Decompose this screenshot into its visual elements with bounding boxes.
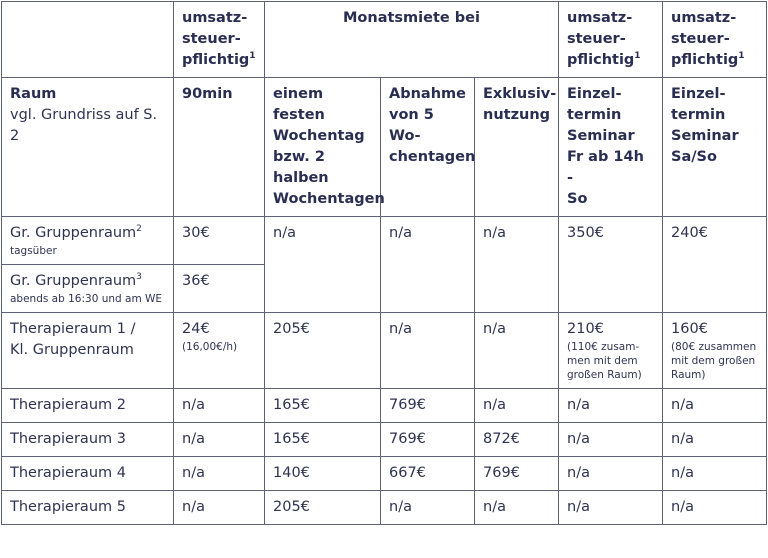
price-fixed-day: 165€ — [265, 423, 381, 457]
price-table — [1, 1, 767, 525]
header-row-1 — [2, 2, 767, 78]
header-room: Raum vgl. Grundriss auf S. 2 — [2, 78, 174, 217]
price-single-sa: 240€ — [663, 217, 767, 313]
price-single-sa: 160€ (80€ zusammen mit dem großen Raum) — [663, 313, 767, 389]
table-row-gr1 — [2, 217, 767, 265]
price-5-days: 667€ — [381, 457, 475, 491]
price-90min: n/a — [174, 389, 265, 423]
header-fixed-day: einem festen Wochentag bzw. 2 halben Wochentagen — [265, 78, 381, 217]
table-row-t5 — [2, 491, 767, 525]
header-single-sa: Einzel- termin Seminar Sa/So — [663, 78, 767, 217]
price-5-days: 769€ — [381, 423, 475, 457]
price-fixed-day: n/a — [265, 217, 381, 313]
table-row-t3 — [2, 423, 767, 457]
price-fixed-day: 140€ — [265, 457, 381, 491]
price-single-sa: n/a — [663, 491, 767, 525]
price-single-sa: n/a — [663, 423, 767, 457]
header-tax-single-sa: umsatz- steuer- pflichtig$^1$ — [663, 2, 767, 78]
header-tax-single-fr: umsatz- steuer- pflichtig$^1$ — [559, 2, 663, 78]
price-90min: 30€ — [174, 217, 265, 265]
price-single-fr: n/a — [559, 491, 663, 525]
room-name: Gr. Gruppenraum$^3$ abends ab 16:30 und am WE — [2, 265, 174, 313]
table-row-t2 — [2, 389, 767, 423]
price-single-sa: n/a — [663, 457, 767, 491]
header-5-days: Abnahme von 5 Wo- chentagen — [381, 78, 475, 217]
price-exclusive: n/a — [475, 491, 559, 525]
room-name: Gr. Gruppenraum$^2$ tagsüber — [2, 217, 174, 265]
header-tax-90: umsatz- steuer- pflichtig$^1$ — [174, 2, 265, 78]
price-90min: n/a — [174, 423, 265, 457]
header-exclusive: Exklusiv- nutzung — [475, 78, 559, 217]
price-exclusive: n/a — [475, 389, 559, 423]
table-row-t4 — [2, 457, 767, 491]
price-single-fr: n/a — [559, 423, 663, 457]
price-fixed-day: 205€ — [265, 313, 381, 389]
header-single-fr: Einzel- termin Seminar Fr ab 14h - So — [559, 78, 663, 217]
price-exclusive: n/a — [475, 313, 559, 389]
price-90min: 24€ (16,00€/h) — [174, 313, 265, 389]
price-90min: n/a — [174, 457, 265, 491]
table-row-t1 — [2, 313, 767, 389]
price-exclusive: n/a — [475, 217, 559, 313]
header-90min: 90min — [174, 78, 265, 217]
price-5-days: 769€ — [381, 389, 475, 423]
price-single-fr: n/a — [559, 457, 663, 491]
room-name: Therapieraum 3 — [2, 423, 174, 457]
price-5-days: n/a — [381, 217, 475, 313]
room-name: Therapieraum 5 — [2, 491, 174, 525]
price-exclusive: 872€ — [475, 423, 559, 457]
price-90min: n/a — [174, 491, 265, 525]
price-5-days: n/a — [381, 313, 475, 389]
price-exclusive: 769€ — [475, 457, 559, 491]
price-fixed-day: 205€ — [265, 491, 381, 525]
room-name: Therapieraum 4 — [2, 457, 174, 491]
room-name: Therapieraum 2 — [2, 389, 174, 423]
price-fixed-day: 165€ — [265, 389, 381, 423]
price-5-days: n/a — [381, 491, 475, 525]
header-monthly-group: Monatsmiete bei — [265, 2, 559, 78]
price-90min: 36€ — [174, 265, 265, 313]
price-single-fr: n/a — [559, 389, 663, 423]
room-name: Therapieraum 1 / Kl. Gruppenraum — [2, 313, 174, 389]
price-single-fr: 210€ (110€ zusam- men mit dem großen Raum) — [559, 313, 663, 389]
price-single-fr: 350€ — [559, 217, 663, 313]
empty-corner-cell — [2, 2, 174, 78]
price-single-sa: n/a — [663, 389, 767, 423]
header-row-2 — [2, 78, 767, 217]
